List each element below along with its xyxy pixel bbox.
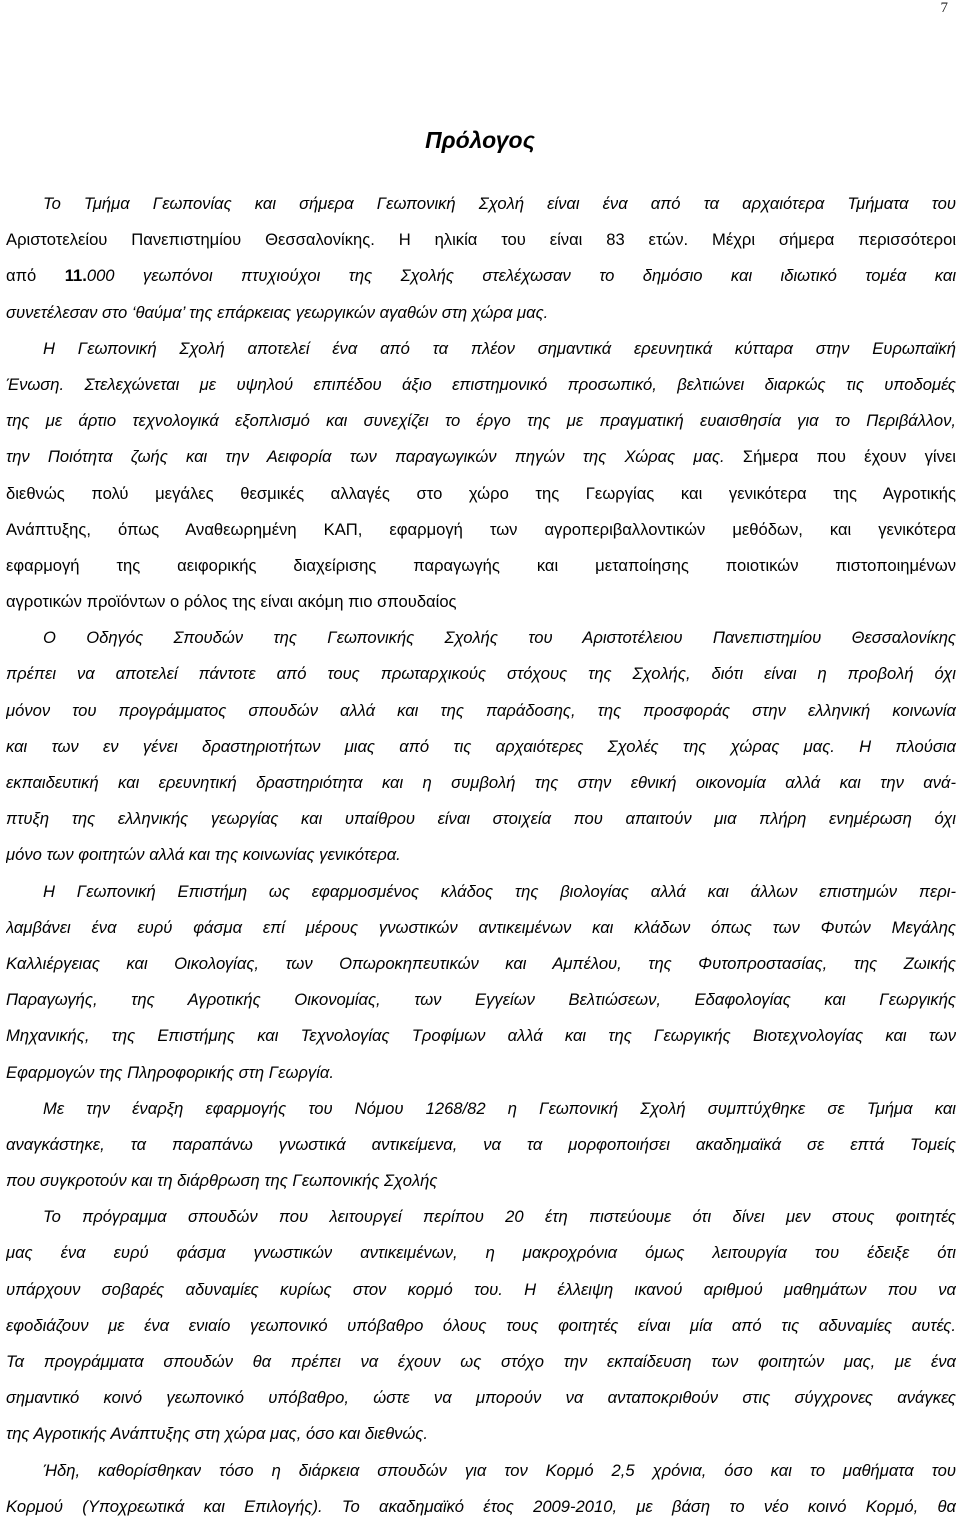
text-segment: υπάρχουν σοβαρές αδυναμίες κυρίως στον κορμό του. Η έλλειψη ικανού αριθμού μαθημάτων που να	[6, 1279, 956, 1299]
text-line	[6, 946, 956, 982]
text-segment: που συγκροτούν και τη διάρθρωση της Γεωπονικής Σχολής	[6, 1171, 438, 1191]
text-segment: Μηχανικής, της Επιστήμης και Τεχνολογίας Τροφίμων αλλά και της Γεωργικής Βιοτεχνολογίας και των	[6, 1026, 956, 1046]
text-segment: Τα προγράμματα σπουδών θα πρέπει να έχουν ως στόχο την εκπαίδευση των φοιτητών μας, με ένα	[6, 1352, 956, 1371]
text-segment: Με την έναρξη εφαρμογής του Νόμου 1268/82 η Γεωπονική Σχολή συμπτύχθηκε σε Τμήμα και	[43, 1098, 956, 1118]
text-segment: Εφαρμογών της Πληροφορικής στη Γεωργία.	[6, 1062, 334, 1082]
text-segment: Κορμού (Υποχρεωτικά και Επιλογής). Το ακαδημαϊκό έτος 2009-2010, με βάση το νέο κοινό Κορμό, θα	[6, 1496, 956, 1516]
text-segment: της με άρτιο τεχνολογικά εξοπλισμό και συνεχίζει το έργο της με πραγματική ευαισθησία για το Περιβάλλον,	[6, 411, 956, 431]
text-line	[6, 1163, 956, 1199]
text-line	[6, 1380, 956, 1416]
text-segment: σημαντικό κοινό γεωπονικό υπόβαθρο, ώστε να μπορούν να ανταποκριθούν στις σύγχρονες ανάγκες	[6, 1388, 956, 1408]
text-segment: 11.	[64, 266, 87, 286]
text-line	[6, 584, 956, 620]
text-line	[6, 1199, 956, 1235]
page-number: 7	[940, 0, 948, 16]
text-line	[6, 367, 956, 403]
text-line	[6, 1272, 956, 1308]
text-segment: μόνο των φοιτητών αλλά και της κοινωνίας γενικότερα.	[6, 845, 401, 865]
text-segment: εφοδιάζουν με ένα ενιαίο γεωπονικό υπόβαθρο όλους τους φοιτητές είναι μία από τις αδυναμίες αυτές.	[6, 1315, 956, 1335]
text-segment: συνετέλεσαν στο ‘θαύμα’ της επάρκειας γεωργικών αγαθών στη χώρα μας.	[6, 302, 549, 322]
text-segment: Η Γεωπονική Επιστήμη ως εφαρμοσμένος κλάδος της βιολογίας αλλά και άλλων επιστημών περι-	[43, 881, 956, 901]
text-line	[6, 476, 956, 512]
text-line	[6, 1055, 956, 1091]
text-segment: Η Γεωπονική Σχολή αποτελεί ένα από τα πλέον σημαντικά ερευνητικά κύτταρα στην Ευρωπαϊκή	[43, 338, 956, 358]
text-line	[6, 1308, 956, 1344]
text-line	[6, 1235, 956, 1271]
text-segment: πτυξη της ελληνικής γεωργίας και υπαίθρου είναι στοιχεία που απαιτούν μια πλήρη ενημέρωση όχι	[6, 809, 956, 829]
text-segment: αναγκάστηκε, τα παραπάνω γνωστικά αντικείμενα, να τα μορφοποιήσει ακαδημαϊκά σε επτά Τομείς	[6, 1134, 956, 1154]
text-line	[6, 403, 956, 439]
text-line	[6, 222, 956, 258]
text-line	[6, 729, 956, 765]
text-line	[6, 439, 956, 475]
text-line	[6, 656, 956, 692]
text-segment: εκπαιδευτική και ερευνητική δραστηριότητα και η συμβολή της στην εθνική οικονομία αλλά και την ανά-	[6, 773, 956, 792]
text-line	[6, 1489, 956, 1525]
text-segment: μας ένα ευρύ φάσμα γνωστικών αντικειμένων, η μακροχρόνια όμως λειτουργία του έδειξε ότι	[6, 1243, 956, 1263]
text-segment: λαμβάνει ένα ευρύ φάσμα επί μέρους γνωστικών αντικειμένων και κλάδων όπως των Φυτών Μεγάλης	[6, 917, 956, 937]
text-segment: πρέπει να αποτελεί πάντοτε από τους πρωταρχικούς στόχους της Σχολής, διότι είναι η προβολή όχι	[6, 664, 956, 684]
text-line	[6, 910, 956, 946]
text-line	[6, 982, 956, 1018]
text-segment: Ανάπτυξης, όπως Αναθεωρημένη ΚΑΠ, εφαρμογή των αγροπεριβαλλοντικών μεθόδων, και γενικότερα	[6, 519, 956, 539]
text-line	[6, 548, 956, 584]
text-line	[6, 331, 956, 367]
text-line	[6, 258, 956, 294]
text-line	[6, 765, 956, 801]
text-segment: εφαρμογή της αειφορικής διαχείρισης παραγωγής και μεταποίησης ποιοτικών πιστοποιημένων	[6, 555, 956, 575]
text-segment: διεθνώς πολύ μεγάλες θεσμικές αλλαγές στο χώρο της Γεωργίας και γενικότερα της Αγροτικής	[6, 483, 956, 503]
text-segment: την Ποιότητα ζωής και την Αειφορία των παραγωγικών πηγών της Χώρας μας.	[6, 447, 743, 467]
text-segment: της Αγροτικής Ανάπτυξης στη χώρα μας, όσο και διεθνώς.	[6, 1424, 428, 1444]
text-line	[6, 295, 956, 331]
text-segment: και των εν γένει δραστηριοτήτων μιας από τις αρχαιότερες Σχολές της χώρας μας. Η πλούσια	[6, 736, 956, 756]
text-segment: μόνον του προγράμματος σπουδών αλλά και της παράδοσης, της προσφοράς στην ελληνική κοινωνία	[6, 700, 956, 720]
page-title: Πρόλογος	[425, 127, 535, 153]
text-line	[6, 1018, 956, 1054]
text-line	[6, 1091, 956, 1127]
text-segment: Σήμερα που έχουν γίνει	[742, 447, 956, 467]
text-line	[6, 837, 956, 873]
text-line	[6, 1416, 956, 1452]
text-line	[6, 512, 956, 548]
text-segment: από	[6, 266, 65, 286]
text-segment: Ήδη, καθορίσθηκαν τόσο η διάρκεια σπουδών για τον Κορμό 2,5 χρόνια, όσο και το μαθήματα του	[43, 1460, 956, 1480]
text-line	[6, 1453, 956, 1489]
text-line	[6, 693, 956, 729]
text-segment: Αριστοτελείου Πανεπιστημίου Θεσσαλονίκης. Η ηλικία του είναι 83 ετών. Μέχρι σήμερα περισσότεροι	[6, 230, 956, 250]
text-segment: αγροτικών προϊόντων ο ρόλος της είναι ακόμη πιο σπουδαίος	[6, 592, 457, 612]
text-line	[6, 186, 956, 222]
text-segment: Το πρόγραμμα σπουδών που λειτουργεί περίπου 20 έτη πιστεύουμε ότι δίνει μεν στους φοιτητές	[43, 1207, 956, 1227]
text-line	[6, 1127, 956, 1163]
text-line	[6, 1344, 956, 1380]
text-segment: Ένωση. Στελεχώνεται με υψηλού επιπέδου άξιο επιστημονικό προσωπικό, βελτιώνει διαρκώς τις υποδομές	[6, 374, 956, 394]
text-segment: Το Τμήμα Γεωπονίας και σήμερα Γεωπονική Σχολή είναι ένα από τα αρχαιότερα Τμήματα του	[43, 194, 956, 213]
prologue-body	[6, 186, 956, 1525]
text-segment: Καλλιέργειας και Οικολογίας, των Οπωροκηπευτικών και Αμπέλου, της Φυτοπροστασίας, της Ζωικής	[6, 953, 956, 973]
text-line	[6, 801, 956, 837]
text-line	[6, 620, 956, 656]
text-segment: Ο Οδηγός Σπουδών της Γεωπονικής Σχολής του Αριστοτέλειου Πανεπιστημίου Θεσσαλονίκης	[43, 628, 956, 648]
text-segment: 000 γεωπόνοι πτυχιούχοι της Σχολής στελέχωσαν το δημόσιο και ιδιωτικό τομέα και	[86, 266, 956, 286]
text-line	[6, 874, 956, 910]
text-segment: Παραγωγής, της Αγροτικής Οικονομίας, των Εγγείων Βελτιώσεων, Εδαφολογίας και Γεωργικής	[6, 990, 956, 1010]
